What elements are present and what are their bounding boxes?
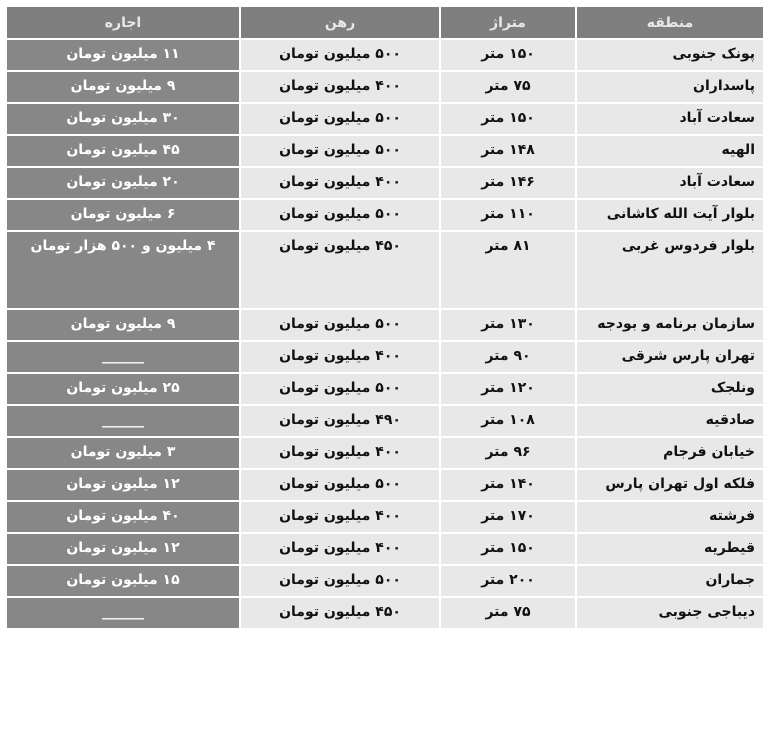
header-area: متراژ [440,6,576,39]
table-row [6,103,764,135]
cell-region: فرشته [576,501,764,533]
cell-region: جماران [576,565,764,597]
table-header [6,6,764,39]
header-rent: اجاره [6,6,240,39]
cell-deposit: ۴۵۰ میلیون تومان [240,597,440,629]
table-row [6,71,764,103]
cell-deposit: ۴۰۰ میلیون تومان [240,341,440,373]
cell-area: ۷۵ متر [440,71,576,103]
cell-area: ۸۱ متر [440,231,576,309]
cell-deposit: ۴۰۰ میلیون تومان [240,437,440,469]
cell-rent: ۲۰ میلیون تومان [6,167,240,199]
cell-deposit: ۴۰۰ میلیون تومان [240,167,440,199]
cell-rent: ۴۰ میلیون تومان [6,501,240,533]
cell-rent: ۱۲ میلیون تومان [6,469,240,501]
cell-area: ۱۵۰ متر [440,103,576,135]
table-body [6,39,764,629]
cell-rent: ______ [6,341,240,373]
cell-rent: ۴۵ میلیون تومان [6,135,240,167]
cell-region: بلوار فردوس غربی [576,231,764,309]
table-row [6,405,764,437]
table-row [6,341,764,373]
cell-region: خیابان فرجام [576,437,764,469]
cell-area: ۱۲۰ متر [440,373,576,405]
cell-rent: ۳۰ میلیون تومان [6,103,240,135]
cell-rent: ۹ میلیون تومان [6,309,240,341]
cell-region: دیباجی جنوبی [576,597,764,629]
table-row [6,469,764,501]
cell-area: ۷۵ متر [440,597,576,629]
cell-deposit: ۵۰۰ میلیون تومان [240,135,440,167]
cell-rent: ۱۱ میلیون تومان [6,39,240,71]
cell-deposit: ۵۰۰ میلیون تومان [240,469,440,501]
cell-area: ۱۴۸ متر [440,135,576,167]
cell-deposit: ۴۰۰ میلیون تومان [240,533,440,565]
header-region: منطقه [576,6,764,39]
cell-rent: ۳ میلیون تومان [6,437,240,469]
cell-rent: ۱۵ میلیون تومان [6,565,240,597]
cell-region: سازمان برنامه و بودجه [576,309,764,341]
cell-rent: ______ [6,597,240,629]
table-row [6,597,764,629]
cell-rent: ______ [6,405,240,437]
cell-rent: ۶ میلیون تومان [6,199,240,231]
cell-deposit: ۴۰۰ میلیون تومان [240,71,440,103]
cell-area: ۹۶ متر [440,437,576,469]
cell-area: ۱۵۰ متر [440,533,576,565]
cell-rent: ۲۵ میلیون تومان [6,373,240,405]
cell-rent: ۹ میلیون تومان [6,71,240,103]
cell-deposit: ۵۰۰ میلیون تومان [240,199,440,231]
cell-area: ۱۰۸ متر [440,405,576,437]
table-row [6,501,764,533]
header-deposit: رهن [240,6,440,39]
listings-table-container [5,5,763,630]
cell-region: تهران پارس شرقی [576,341,764,373]
cell-area: ۱۳۰ متر [440,309,576,341]
cell-rent: ۴ میلیون و ۵۰۰ هزار تومان [6,231,240,309]
cell-region: صادقیه [576,405,764,437]
table-row [6,437,764,469]
cell-deposit: ۵۰۰ میلیون تومان [240,373,440,405]
table-row [6,373,764,405]
cell-deposit: ۵۰۰ میلیون تومان [240,565,440,597]
cell-region: سعادت آباد [576,103,764,135]
listings-table [5,5,765,630]
cell-area: ۲۰۰ متر [440,565,576,597]
cell-area: ۹۰ متر [440,341,576,373]
table-row [6,199,764,231]
cell-area: ۱۷۰ متر [440,501,576,533]
cell-deposit: ۴۵۰ میلیون تومان [240,231,440,309]
table-row [6,565,764,597]
table-row [6,231,764,309]
cell-area: ۱۵۰ متر [440,39,576,71]
cell-area: ۱۱۰ متر [440,199,576,231]
cell-deposit: ۵۰۰ میلیون تومان [240,103,440,135]
cell-deposit: ۵۰۰ میلیون تومان [240,309,440,341]
table-row [6,39,764,71]
cell-rent: ۱۲ میلیون تومان [6,533,240,565]
table-row [6,309,764,341]
cell-region: الهیه [576,135,764,167]
cell-area: ۱۴۰ متر [440,469,576,501]
cell-region: ونلجک [576,373,764,405]
table-row [6,135,764,167]
cell-deposit: ۴۰۰ میلیون تومان [240,501,440,533]
cell-region: سعادت آباد [576,167,764,199]
table-row [6,167,764,199]
cell-area: ۱۴۶ متر [440,167,576,199]
cell-region: بلوار آیت الله کاشانی [576,199,764,231]
cell-deposit: ۵۰۰ میلیون تومان [240,39,440,71]
cell-region: پونک جنوبی [576,39,764,71]
cell-region: قیطریه [576,533,764,565]
cell-region: فلکه اول تهران پارس [576,469,764,501]
cell-region: پاسداران [576,71,764,103]
table-row [6,533,764,565]
header-row [6,6,764,39]
cell-deposit: ۴۹۰ میلیون تومان [240,405,440,437]
